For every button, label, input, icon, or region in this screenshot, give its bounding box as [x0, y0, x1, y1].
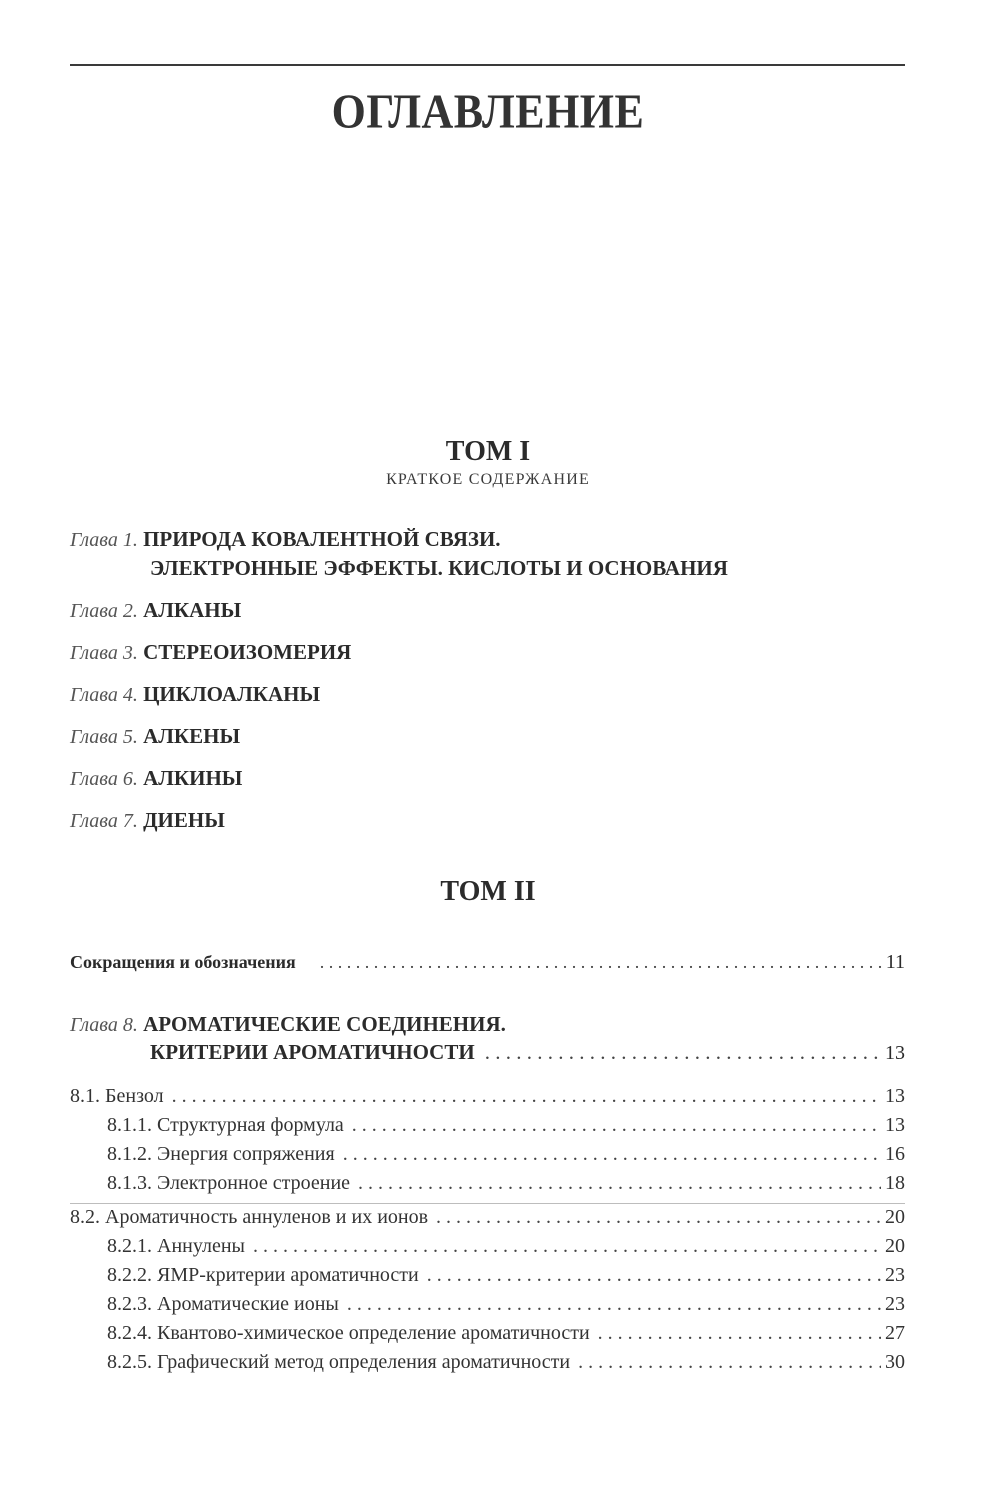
toc-entry-page: 13	[885, 1042, 905, 1064]
chapter-title: АРОМАТИЧЕСКИЕ СОЕДИНЕНИЯ.	[143, 1012, 506, 1036]
dot-leader	[598, 1319, 881, 1347]
toc-entry-8-2-3[interactable]	[107, 1290, 905, 1318]
chapter-2[interactable]	[70, 594, 241, 627]
toc-entry-page: 13	[885, 1114, 905, 1136]
chapter-5[interactable]	[70, 720, 240, 753]
volume-2-heading: ТОМ II	[440, 876, 536, 907]
chapter-label: Глава 3.	[70, 642, 138, 664]
chapter-title: АЛКЕНЫ	[143, 724, 241, 748]
toc-entry-page: 20	[885, 1235, 905, 1257]
chapter-label: Глава 5.	[70, 726, 138, 748]
chapter-title: КРИТЕРИИ АРОМАТИЧНОСТИ	[150, 1040, 475, 1064]
toc-entry-title: 8.1.3. Электронное строение	[107, 1172, 351, 1194]
toc-entry-abbreviations[interactable]	[70, 948, 905, 976]
toc-entry-8-1-1[interactable]	[107, 1111, 905, 1139]
dot-leader	[352, 1111, 881, 1139]
chapter-title: ПРИРОДА КОВАЛЕНТНОЙ СВЯЗИ.	[143, 527, 501, 551]
chapter-1-title-continued: ЭЛЕКТРОННЫЕ ЭФФЕКТЫ. КИСЛОТЫ И ОСНОВАНИЯ	[150, 556, 728, 580]
volume-1-heading: ТОМ I	[445, 436, 531, 467]
dot-leader	[320, 948, 882, 976]
chapter-label: Глава 4.	[70, 684, 138, 706]
chapter-4[interactable]	[70, 678, 320, 711]
toc-entry-8-2-5[interactable]	[107, 1348, 905, 1376]
toc-entry-title: 8.1.2. Энергия сопряжения	[107, 1143, 335, 1165]
chapter-3[interactable]	[70, 636, 351, 669]
toc-entry-8-1[interactable]	[70, 1082, 905, 1110]
dot-leader	[485, 1037, 881, 1067]
toc-entry-page: 27	[885, 1322, 905, 1344]
chapter-label: Глава 7.	[70, 810, 138, 832]
dot-leader	[358, 1169, 881, 1197]
chapter-title: АЛКИНЫ	[143, 766, 243, 790]
chapter-label: Глава 1.	[70, 529, 138, 551]
top-rule	[70, 64, 905, 66]
toc-entry-page: 16	[885, 1143, 905, 1165]
toc-entry-8-2-4[interactable]	[107, 1319, 905, 1347]
toc-entry-page: 20	[885, 1206, 905, 1228]
chapter-label: Глава 6.	[70, 768, 138, 790]
toc-entry-8-1-3[interactable]	[107, 1169, 905, 1197]
toc-entry-title: 8.1.1. Структурная формула	[107, 1114, 344, 1136]
toc-entry-page: 30	[885, 1351, 905, 1373]
toc-entry-title: 8.2.1. Аннулены	[107, 1235, 245, 1257]
dot-leader	[253, 1232, 881, 1260]
volume-1-subheading: КРАТКОЕ СОДЕРЖАНИЕ	[386, 471, 590, 488]
toc-entry-8-2-1[interactable]	[107, 1232, 905, 1260]
toc-entry-page: 18	[885, 1172, 905, 1194]
toc-entry-page: 11	[885, 951, 905, 973]
toc-entry-title: 8.2.4. Квантово-химическое определение ароматичности	[107, 1322, 590, 1344]
chapter-title: АЛКАНЫ	[143, 598, 242, 622]
toc-entry-title: 8.2.3. Ароматические ионы	[107, 1293, 339, 1315]
chapter-label: Глава 2.	[70, 600, 138, 622]
toc-entry-title: 8.2. Ароматичность аннуленов и их ионов	[70, 1206, 429, 1228]
page-title: ОГЛАВЛЕНИЕ	[331, 84, 645, 139]
toc-entry-page: 23	[885, 1264, 905, 1286]
chapter-title: СТЕРЕОИЗОМЕРИЯ	[143, 640, 352, 664]
chapter-6[interactable]	[70, 762, 242, 795]
dot-leader	[172, 1082, 881, 1110]
dot-leader	[343, 1140, 881, 1168]
dot-leader	[436, 1203, 881, 1231]
toc-entry-title: 8.2.5. Графический метод определения ароматичности	[107, 1351, 571, 1373]
chapter-title: ЦИКЛОАЛКАНЫ	[143, 682, 321, 706]
toc-entry-title: 8.1. Бензол	[70, 1085, 164, 1107]
chapter-title: ДИЕНЫ	[143, 808, 225, 832]
dot-leader	[578, 1348, 881, 1376]
toc-entry-page: 23	[885, 1293, 905, 1315]
chapter-8-title-continued[interactable]	[150, 1037, 905, 1068]
dot-leader	[347, 1290, 881, 1318]
toc-entry-8-2[interactable]	[70, 1203, 905, 1231]
toc-entry-8-1-2[interactable]	[107, 1140, 905, 1168]
chapter-7[interactable]	[70, 804, 225, 837]
chapter-label: Глава 8.	[70, 1014, 138, 1036]
toc-entry-title: Сокращения и обозначения	[70, 952, 296, 972]
toc-entry-8-2-2[interactable]	[107, 1261, 905, 1289]
toc-entry-title: 8.2.2. ЯМР-критерии ароматичности	[107, 1264, 419, 1286]
toc-entry-page: 13	[885, 1085, 905, 1107]
dot-leader	[427, 1261, 881, 1289]
